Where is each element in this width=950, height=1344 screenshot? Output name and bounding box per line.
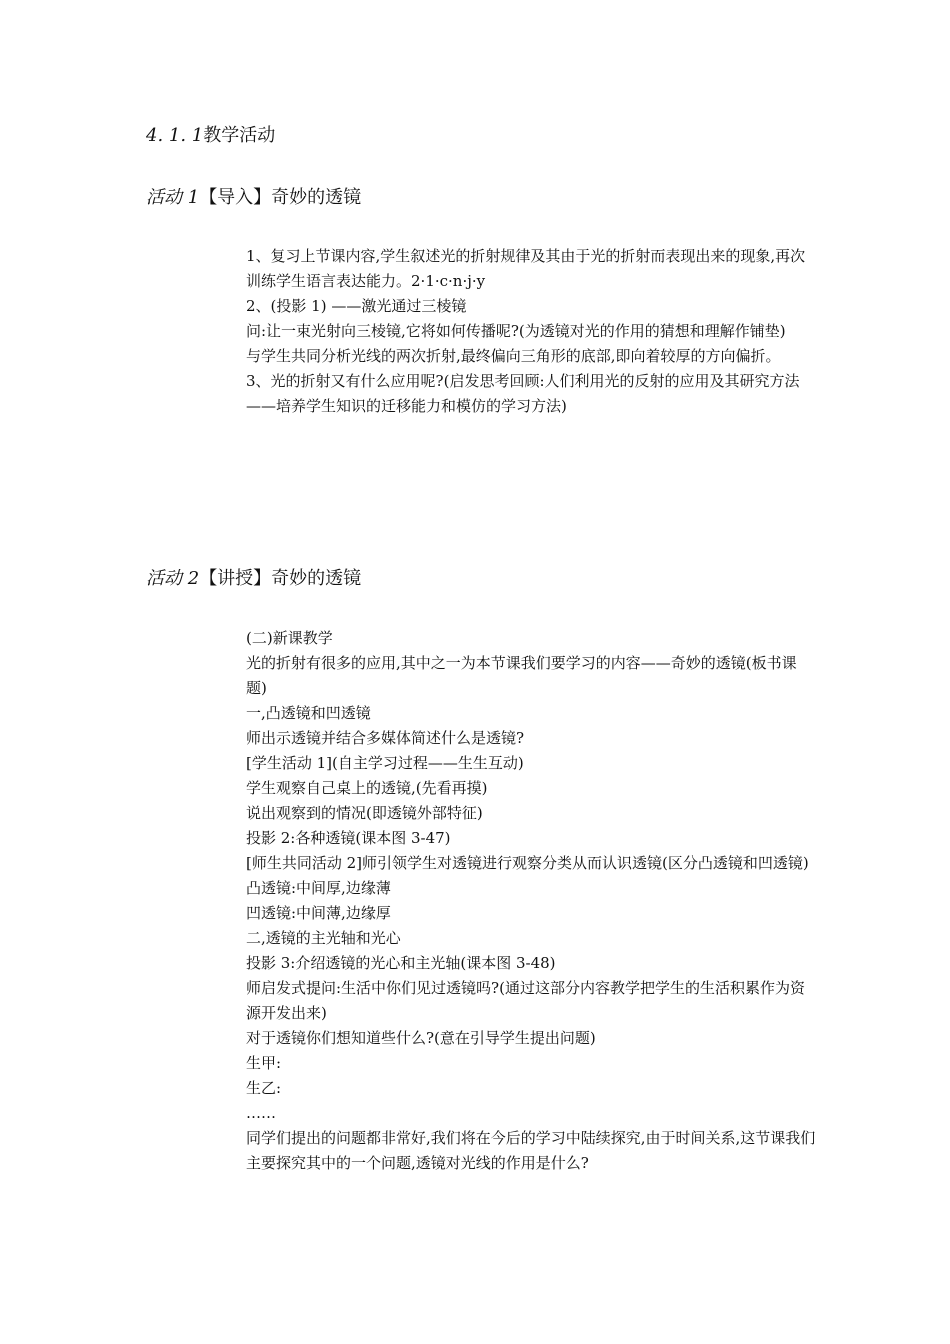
activity-2-paragraph: 生乙:: [246, 1079, 282, 1097]
activity-2-paragraph: [学生活动 1](自主学习过程——生生互动): [246, 754, 524, 772]
activity-2-paragraph: 光的折射有很多的应用,其中之一为本节课我们要学习的内容——奇妙的透镜(板书课题): [246, 654, 797, 697]
activity-2-paragraph: 投影 3:介绍透镜的光心和主光轴(课本图 3-48): [246, 954, 556, 972]
activity-2-paragraph: (二)新课教学: [246, 629, 333, 647]
activity-1-paragraph: 2、(投影 1) ——激光通过三棱镜: [246, 297, 467, 315]
activity-2-paragraph: 师启发式提问:生活中你们见过透镜吗?(通过这部分内容教学把学生的生活积累作为资源开发出来): [246, 979, 805, 1022]
activity-2-paragraph: 说出观察到的情况(即透镜外部特征): [246, 804, 483, 822]
activity-2-paragraph: 同学们提出的问题都非常好,我们将在今后的学习中陆续探究,由于时间关系,这节课我们主要探究其中的一个问题,透镜对光线的作用是什么?: [246, 1129, 816, 1172]
activity-2-paragraph: 对于透镜你们想知道些什么?(意在引导学生提出问题): [246, 1029, 596, 1047]
activity-2-paragraph: 学生观察自己桌上的透镜,(先看再摸): [246, 779, 488, 797]
activity-1-paragraph: 1、复习上节课内容,学生叙述光的折射规律及其由于光的折射而表现出来的现象,再次训练学生语言表达能力。2·1·c·n·j·y: [246, 247, 806, 290]
activity-2-title: 【讲授】奇妙的透镜: [199, 568, 362, 589]
activity-1-body: [246, 244, 816, 419]
activity-2-paragraph: 凸透镜:中间厚,边缘薄: [246, 879, 391, 897]
activity-1-number: 活动 1: [146, 187, 200, 208]
activity-2-paragraph: 一,凸透镜和凹透镜: [246, 704, 371, 722]
section-number: 4. 1. 1: [146, 125, 204, 146]
section-title: 教学活动: [203, 125, 276, 146]
activity-2-number: 活动 2: [146, 568, 200, 589]
activity-2-body: [246, 626, 816, 1176]
activity-1-heading: [146, 186, 361, 210]
activity-1-paragraph: 与学生共同分析光线的两次折射,最终偏向三角形的底部,即向着较厚的方向偏折。: [246, 347, 781, 365]
activity-2-paragraph: 凹透镜:中间薄,边缘厚: [246, 904, 391, 922]
activity-1-paragraph: 3、光的折射又有什么应用呢?(启发思考回顾:人们利用光的反射的应用及其研究方法——培养学生知识的迁移能力和模仿的学习方法): [246, 372, 800, 415]
activity-1-paragraph: 问:让一束光射向三棱镜,它将如何传播呢?(为透镜对光的作用的猜想和理解作铺垫): [246, 322, 786, 340]
activity-2-heading: [146, 567, 361, 591]
activity-2-paragraph: [师生共同活动 2]师引领学生对透镜进行观察分类从而认识透镜(区分凸透镜和凹透镜): [246, 854, 809, 872]
activity-2-paragraph: 二,透镜的主光轴和光心: [246, 929, 401, 947]
activity-1-title: 【导入】奇妙的透镜: [199, 187, 362, 208]
activity-2-paragraph: ……: [246, 1104, 276, 1122]
activity-2-paragraph: 师出示透镜并结合多媒体简述什么是透镜?: [246, 729, 525, 747]
activity-2-paragraph: 生甲:: [246, 1054, 282, 1072]
activity-2-paragraph: 投影 2:各种透镜(课本图 3-47): [246, 829, 451, 847]
section-heading: [146, 124, 275, 148]
